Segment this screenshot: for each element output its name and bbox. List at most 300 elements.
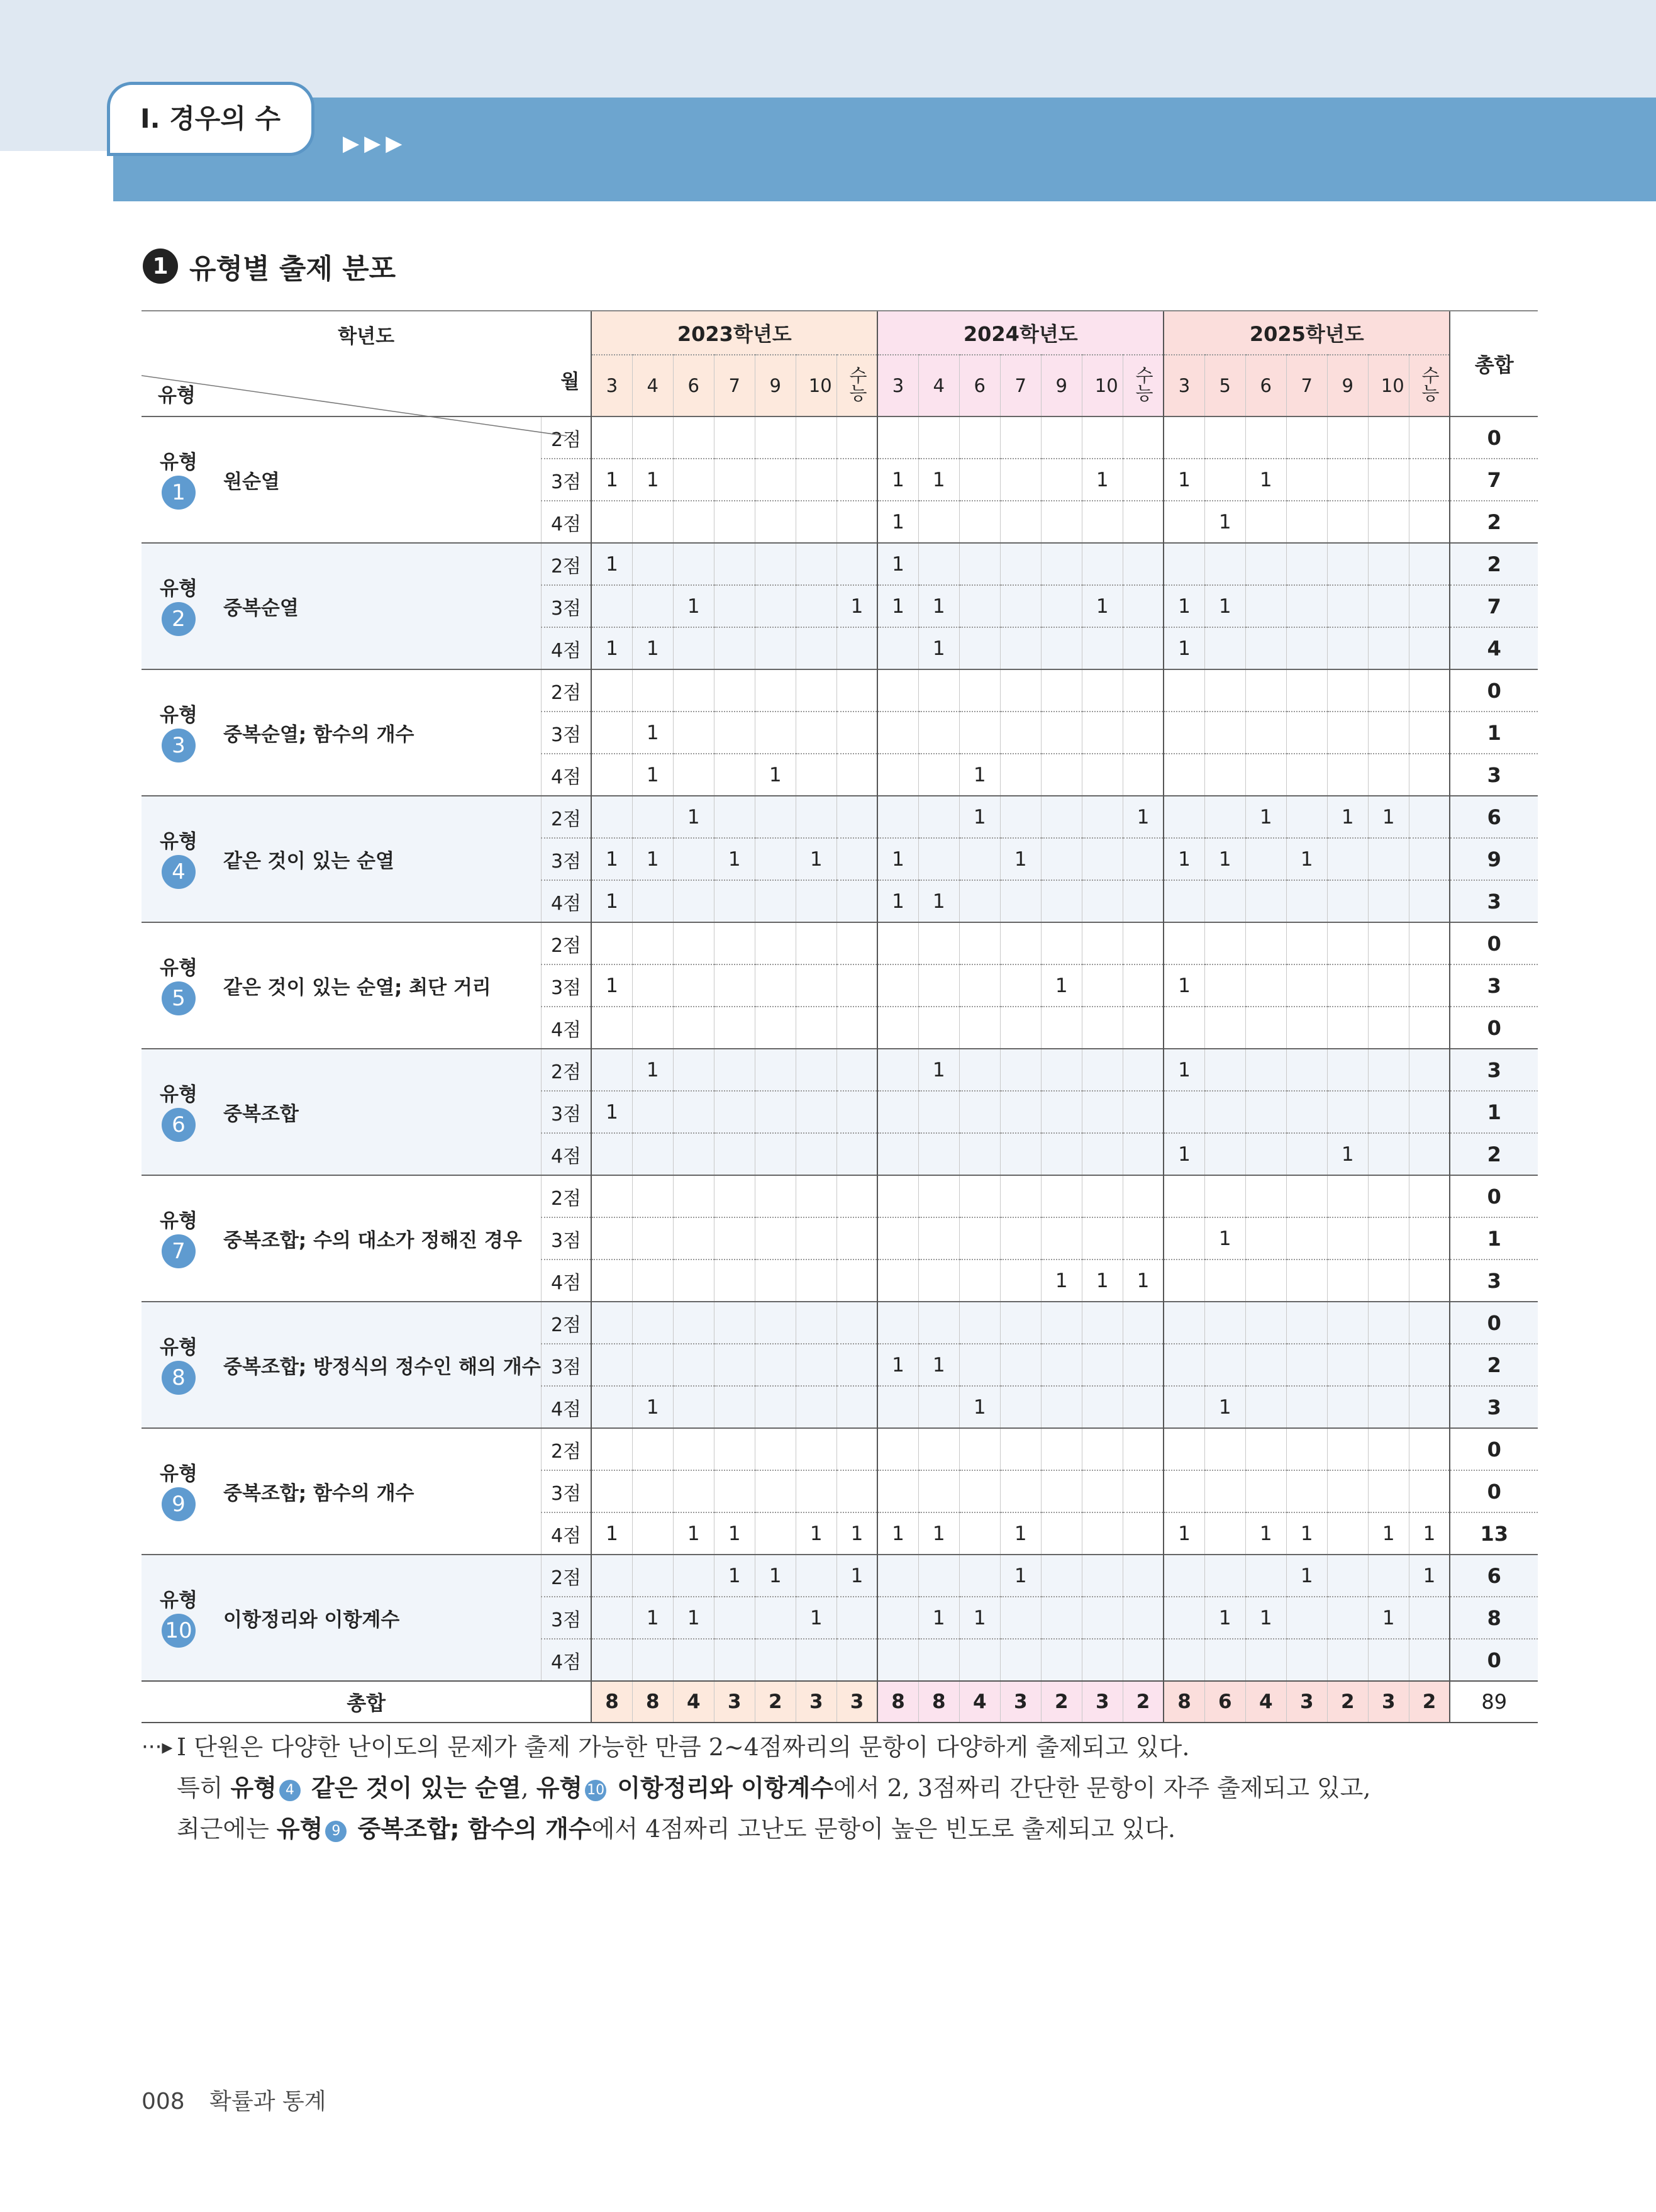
month-header (877, 355, 918, 416)
count-cell (1286, 459, 1327, 501)
count-cell: 1 (591, 627, 632, 669)
count-cell (1286, 585, 1327, 627)
count-cell (591, 1428, 632, 1470)
count-cell: 1 (1286, 838, 1327, 880)
type-badge-label: 유형 (160, 830, 197, 853)
points-cell: 2점 (541, 416, 591, 459)
count-cell (755, 1049, 796, 1091)
count-cell (918, 416, 959, 459)
count-cell (877, 1007, 918, 1049)
type-badge-label: 유형 (160, 1209, 197, 1232)
count-cell (1245, 1049, 1286, 1091)
table-row (142, 1049, 1538, 1091)
count-cell (877, 416, 918, 459)
summary-cell: 3 (1368, 1681, 1409, 1723)
row-total: 0 (1450, 1428, 1538, 1470)
count-cell: 1 (632, 712, 673, 754)
count-cell (796, 627, 836, 669)
count-cell (836, 1175, 877, 1217)
count-cell (1204, 459, 1245, 501)
count-cell (1123, 1639, 1164, 1681)
count-cell (1327, 416, 1368, 459)
count-cell (1041, 922, 1082, 964)
row-total: 0 (1450, 416, 1538, 459)
count-cell (1368, 416, 1409, 459)
count-cell (591, 754, 632, 796)
count-cell (714, 964, 755, 1007)
count-cell (1000, 922, 1041, 964)
count-cell (1164, 796, 1204, 838)
count-cell (1409, 712, 1450, 754)
count-cell (796, 1344, 836, 1386)
count-cell (1286, 501, 1327, 543)
count-cell (714, 1049, 755, 1091)
count-cell: 1 (1041, 964, 1082, 1007)
month-label: 수능 (849, 365, 867, 404)
count-cell (1368, 1007, 1409, 1049)
count-cell (632, 922, 673, 964)
count-cell (673, 880, 714, 922)
count-cell (1000, 1091, 1041, 1133)
count-cell (1327, 1302, 1368, 1344)
count-cell (918, 1470, 959, 1512)
note-line-1: Ⅰ 단원은 다양한 난이도의 문제가 출제 가능한 만큼 2~4점짜리의 문항이 다양하게 출제되고 있다. (177, 1733, 1190, 1761)
count-cell (1041, 1344, 1082, 1386)
count-cell (1286, 669, 1327, 712)
count-cell: 1 (1368, 796, 1409, 838)
count-cell (959, 880, 1000, 922)
count-cell (1082, 922, 1123, 964)
row-total: 1 (1450, 1217, 1538, 1260)
count-cell (836, 880, 877, 922)
count-cell (1409, 585, 1450, 627)
type-number: 3 (162, 729, 196, 762)
count-cell (918, 669, 959, 712)
count-cell (1409, 669, 1450, 712)
count-cell: 1 (714, 838, 755, 880)
type-name: 중복조합; 함수의 개수 (223, 1482, 414, 1505)
month-header (1245, 355, 1286, 416)
count-cell: 1 (796, 838, 836, 880)
type-badge-label: 유형 (160, 1336, 197, 1359)
count-cell (714, 585, 755, 627)
count-cell (1082, 1428, 1123, 1470)
count-cell (1245, 838, 1286, 880)
count-cell: 1 (1245, 459, 1286, 501)
count-cell (673, 627, 714, 669)
count-cell (1164, 880, 1204, 922)
summary-cell: 8 (918, 1681, 959, 1723)
summary-cell: 8 (591, 1681, 632, 1723)
count-cell (673, 543, 714, 585)
table-row (142, 1175, 1538, 1217)
row-total: 7 (1450, 459, 1538, 501)
count-cell (1000, 1175, 1041, 1217)
count-cell (632, 1007, 673, 1049)
count-cell (796, 1217, 836, 1260)
count-cell (918, 754, 959, 796)
count-cell (877, 1555, 918, 1597)
count-cell (959, 838, 1000, 880)
count-cell (1123, 1091, 1164, 1133)
type-name: 중복조합; 방정식의 정수인 해의 개수 (223, 1356, 541, 1378)
header-arrows: ▶▶▶ (343, 131, 408, 156)
count-cell (959, 1302, 1000, 1344)
count-cell (714, 1091, 755, 1133)
count-cell (1245, 416, 1286, 459)
count-cell (1041, 543, 1082, 585)
count-cell (714, 1175, 755, 1217)
count-cell (714, 1302, 755, 1344)
count-cell (632, 1555, 673, 1597)
count-cell (918, 838, 959, 880)
count-cell (1164, 922, 1204, 964)
count-cell (1286, 1007, 1327, 1049)
count-cell: 1 (591, 1091, 632, 1133)
count-cell (877, 754, 918, 796)
count-cell (632, 1091, 673, 1133)
month-header (591, 355, 632, 416)
type-number: 10 (162, 1614, 196, 1648)
count-cell (1245, 922, 1286, 964)
count-cell (591, 1639, 632, 1681)
summary-cell: 2 (1409, 1681, 1450, 1723)
count-cell (1164, 1091, 1204, 1133)
count-cell (796, 459, 836, 501)
count-cell (836, 1639, 877, 1681)
year-header: 2025학년도 (1164, 311, 1450, 355)
count-cell (959, 1639, 1000, 1681)
count-cell (1409, 880, 1450, 922)
count-cell (1327, 585, 1368, 627)
row-total: 2 (1450, 1133, 1538, 1175)
count-cell (1409, 1133, 1450, 1175)
count-cell (1327, 1344, 1368, 1386)
count-cell (1409, 1639, 1450, 1681)
count-cell (1082, 1555, 1123, 1597)
count-cell (673, 1049, 714, 1091)
count-cell (1327, 1091, 1368, 1133)
count-cell (1286, 796, 1327, 838)
count-cell (836, 796, 877, 838)
count-cell (1041, 1512, 1082, 1555)
count-cell (1123, 543, 1164, 585)
count-cell (796, 1091, 836, 1133)
count-cell (1041, 1217, 1082, 1260)
count-cell (1123, 1428, 1164, 1470)
count-cell (1245, 1260, 1286, 1302)
month-label: 7 (1301, 375, 1313, 396)
count-cell (755, 585, 796, 627)
count-cell (1082, 1302, 1123, 1344)
summary-cell: 8 (877, 1681, 918, 1723)
header-row-years (142, 311, 1538, 355)
count-cell (1245, 1302, 1286, 1344)
points-cell: 4점 (541, 1386, 591, 1428)
count-cell (1327, 1049, 1368, 1091)
count-cell (796, 543, 836, 585)
count-cell (1000, 1302, 1041, 1344)
count-cell (714, 1260, 755, 1302)
count-cell (1409, 627, 1450, 669)
type-group (157, 830, 541, 889)
page-footer (142, 2084, 326, 2116)
type-badge (157, 956, 201, 1015)
month-label: 10 (1381, 375, 1404, 396)
count-cell (1327, 501, 1368, 543)
count-cell (1368, 1260, 1409, 1302)
row-total: 9 (1450, 838, 1538, 880)
count-cell (1204, 1344, 1245, 1386)
month-header (1286, 355, 1327, 416)
count-cell (591, 1260, 632, 1302)
points-cell: 4점 (541, 1007, 591, 1049)
count-cell (591, 1555, 632, 1597)
count-cell (836, 1302, 877, 1344)
count-cell (959, 1217, 1000, 1260)
table-row (142, 922, 1538, 964)
count-cell: 1 (877, 501, 918, 543)
count-cell (1245, 1133, 1286, 1175)
summary-cell: 2 (1041, 1681, 1082, 1723)
count-cell: 1 (1164, 964, 1204, 1007)
type-badge: 9 (325, 1821, 347, 1842)
count-cell (796, 501, 836, 543)
count-cell (1123, 1175, 1164, 1217)
count-cell (1123, 1597, 1164, 1639)
count-cell (796, 1007, 836, 1049)
count-cell (1164, 754, 1204, 796)
type-number: 2 (162, 602, 196, 636)
count-cell (1245, 1007, 1286, 1049)
count-cell (1041, 1639, 1082, 1681)
count-cell (1041, 838, 1082, 880)
count-cell (836, 416, 877, 459)
count-cell (714, 1344, 755, 1386)
count-cell (1245, 880, 1286, 922)
count-cell (1000, 1470, 1041, 1512)
count-cell (918, 1386, 959, 1428)
count-cell (755, 1512, 796, 1555)
count-cell (673, 459, 714, 501)
count-cell (632, 1512, 673, 1555)
month-header (1082, 355, 1123, 416)
count-cell (1409, 501, 1450, 543)
count-cell: 1 (1245, 1512, 1286, 1555)
count-cell (755, 712, 796, 754)
count-cell (1245, 501, 1286, 543)
count-cell (1409, 543, 1450, 585)
points-cell: 2점 (541, 1049, 591, 1091)
count-cell (959, 964, 1000, 1007)
count-cell (959, 1512, 1000, 1555)
count-cell (1409, 1386, 1450, 1428)
month-label: 9 (1342, 375, 1353, 396)
count-cell (1368, 501, 1409, 543)
count-cell: 1 (918, 459, 959, 501)
count-cell (918, 712, 959, 754)
points-cell: 3점 (541, 1597, 591, 1639)
total-header: 총합 (1450, 311, 1538, 416)
count-cell (1368, 880, 1409, 922)
count-cell (1000, 459, 1041, 501)
row-total: 2 (1450, 501, 1538, 543)
count-cell (632, 416, 673, 459)
count-cell (673, 1639, 714, 1681)
row-total: 0 (1450, 669, 1538, 712)
type-number: 9 (162, 1487, 196, 1521)
count-cell (1164, 1555, 1204, 1597)
count-cell (1082, 1639, 1123, 1681)
count-cell (796, 922, 836, 964)
points-cell: 2점 (541, 1555, 591, 1597)
count-cell (1123, 1344, 1164, 1386)
count-cell (1123, 922, 1164, 964)
points-cell: 4점 (541, 1260, 591, 1302)
count-cell (632, 1133, 673, 1175)
count-cell (591, 712, 632, 754)
count-cell (959, 1428, 1000, 1470)
count-cell (1164, 501, 1204, 543)
count-cell (1409, 754, 1450, 796)
count-cell (1123, 627, 1164, 669)
count-cell (1123, 1133, 1164, 1175)
count-cell: 1 (714, 1555, 755, 1597)
type-badge-label: 유형 (160, 450, 197, 474)
count-cell (1041, 1175, 1082, 1217)
count-cell (1204, 712, 1245, 754)
month-header (1000, 355, 1041, 416)
count-cell (632, 796, 673, 838)
row-total: 3 (1450, 964, 1538, 1007)
count-cell (1409, 922, 1450, 964)
count-cell (836, 1470, 877, 1512)
count-cell (1123, 838, 1164, 880)
type-badge (157, 577, 201, 636)
count-cell: 1 (1082, 585, 1123, 627)
count-cell (1286, 1344, 1327, 1386)
count-cell (591, 1133, 632, 1175)
points-cell: 4점 (541, 501, 591, 543)
month-header (714, 355, 755, 416)
count-cell (1041, 585, 1082, 627)
count-cell (632, 1470, 673, 1512)
count-cell (591, 1597, 632, 1639)
count-cell (959, 627, 1000, 669)
count-cell (1327, 1386, 1368, 1428)
count-cell (918, 501, 959, 543)
count-cell: 1 (591, 964, 632, 1007)
count-cell: 1 (877, 1512, 918, 1555)
count-cell (1164, 543, 1204, 585)
row-total: 4 (1450, 627, 1538, 669)
count-cell (755, 416, 796, 459)
count-cell (1409, 796, 1450, 838)
count-cell (1082, 543, 1123, 585)
month-header (1204, 355, 1245, 416)
count-cell (1204, 1175, 1245, 1217)
type-badge (157, 1083, 201, 1142)
count-cell (1041, 1091, 1082, 1133)
count-cell (1368, 754, 1409, 796)
count-cell (877, 1386, 918, 1428)
count-cell (1409, 1597, 1450, 1639)
count-cell (918, 543, 959, 585)
count-cell (1123, 964, 1164, 1007)
count-cell (673, 416, 714, 459)
count-cell: 1 (959, 796, 1000, 838)
count-cell (1082, 796, 1123, 838)
type-group-cell (142, 1555, 541, 1681)
count-cell (1409, 1344, 1450, 1386)
count-cell (877, 1217, 918, 1260)
count-cell (673, 1428, 714, 1470)
count-cell (1041, 1428, 1082, 1470)
count-cell (1041, 669, 1082, 712)
count-cell (959, 1049, 1000, 1091)
count-cell (1368, 1344, 1409, 1386)
count-cell (1204, 1049, 1245, 1091)
type-group (157, 450, 541, 510)
type-badge: 4 (279, 1780, 301, 1801)
count-cell (1082, 1133, 1123, 1175)
count-cell (1000, 501, 1041, 543)
count-cell: 1 (836, 1512, 877, 1555)
count-cell (1245, 1470, 1286, 1512)
count-cell (877, 796, 918, 838)
type-name: 중복조합 (223, 1103, 299, 1126)
row-total: 2 (1450, 1344, 1538, 1386)
count-cell (1082, 1175, 1123, 1217)
count-cell (959, 1470, 1000, 1512)
count-cell (959, 416, 1000, 459)
count-cell (1327, 1639, 1368, 1681)
count-cell (1245, 1555, 1286, 1597)
count-cell (1409, 1260, 1450, 1302)
count-cell (714, 416, 755, 459)
count-cell (959, 543, 1000, 585)
count-cell (1368, 838, 1409, 880)
count-cell (1286, 416, 1327, 459)
month-header (796, 355, 836, 416)
type-badge (157, 1589, 201, 1648)
section-title (143, 247, 396, 285)
count-cell (673, 964, 714, 1007)
count-cell (1164, 1007, 1204, 1049)
count-cell (1000, 1386, 1041, 1428)
count-cell (1327, 459, 1368, 501)
count-cell (796, 1639, 836, 1681)
count-cell (632, 501, 673, 543)
count-cell (714, 1217, 755, 1260)
count-cell (1368, 1386, 1409, 1428)
count-cell (591, 1470, 632, 1512)
count-cell (796, 1133, 836, 1175)
count-cell: 1 (1204, 838, 1245, 880)
count-cell (1164, 1470, 1204, 1512)
month-header (1123, 355, 1164, 416)
count-cell (918, 922, 959, 964)
count-cell (959, 1175, 1000, 1217)
count-cell (591, 416, 632, 459)
count-cell (632, 964, 673, 1007)
row-total: 3 (1450, 1049, 1538, 1091)
count-cell (796, 1260, 836, 1302)
type-group-cell (142, 1175, 541, 1302)
count-cell: 1 (959, 1386, 1000, 1428)
count-cell (591, 1049, 632, 1091)
summary-cell: 2 (1123, 1681, 1164, 1723)
